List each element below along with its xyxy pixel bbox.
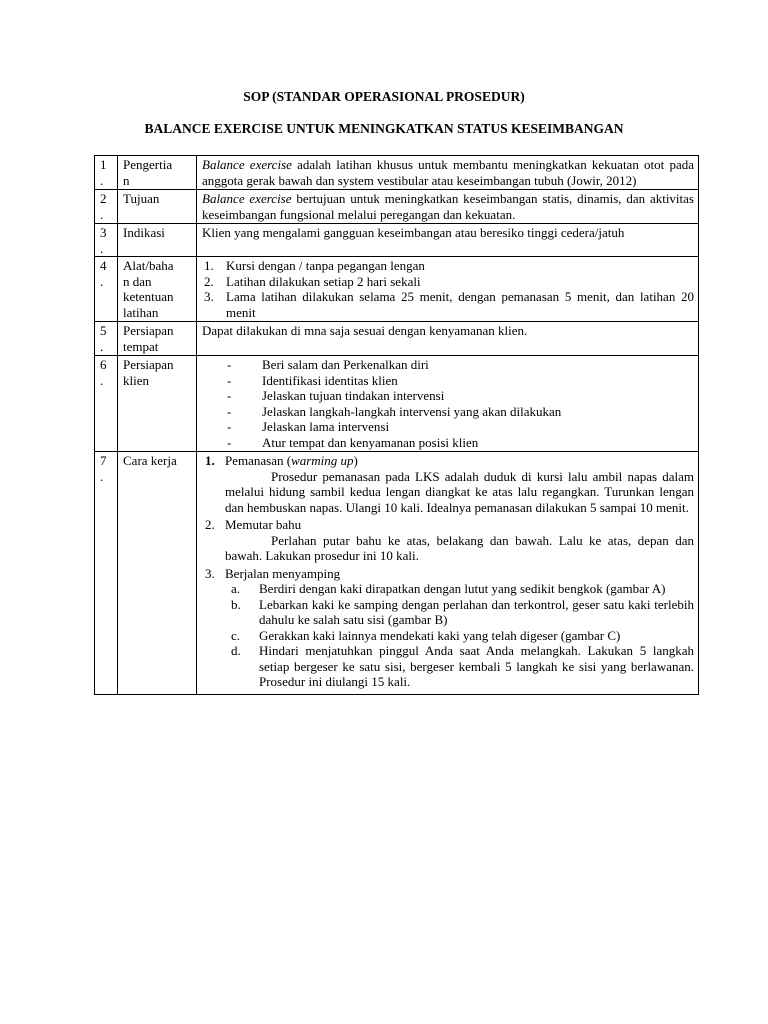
step-heading <box>202 566 694 582</box>
row-content <box>197 190 699 224</box>
sub-step <box>202 581 694 597</box>
row-number: 5 . <box>95 322 118 356</box>
document-title: SOP (STANDAR OPERASIONAL PROSEDUR) <box>243 89 525 104</box>
sub-step-text: Berdiri dengan kaki dirapatkan dengan lutut yang sedikit bengkok (gambar A) <box>259 581 666 596</box>
list-text: Beri salam dan Perkenalkan diri <box>262 357 429 372</box>
sop-table <box>94 155 699 695</box>
list-item <box>227 388 694 404</box>
row-label: Persiapan klien <box>118 356 197 452</box>
dash-bullet: - <box>227 434 232 450</box>
sub-step <box>202 643 694 690</box>
row-number: 1 . <box>95 156 118 190</box>
sub-step <box>202 628 694 644</box>
sub-step-text: Gerakkan kaki lainnya mendekati kaki yang telah digeser (gambar C) <box>259 627 621 643</box>
dash-bullet: - <box>227 388 232 403</box>
step-title-end: ) <box>353 453 358 468</box>
content-text: bertujuan untuk meningkatkan keseimbangan statis, dinamis, dan aktivitas keseimbangan fungsional melalui peregangan dan kekuatan. <box>202 191 694 222</box>
sub-step-text: Lebarkan kaki ke samping dengan perlahan dan terkontrol, geser satu kaki terlebih dahulu ke salah satu sisi (gambar B) <box>259 596 694 627</box>
step-title: Memutar bahu <box>225 517 302 532</box>
list-text: Jelaskan lama intervensi <box>262 419 390 434</box>
row-content <box>197 356 699 452</box>
row-number: 2 . <box>95 190 118 224</box>
dash-bullet: - <box>227 403 232 419</box>
table-row <box>95 156 699 190</box>
term-italic: Balance exercise <box>202 191 292 206</box>
row-label: Alat/baha n dan ketentuan latihan <box>118 257 197 322</box>
table-row <box>95 190 699 224</box>
row-number: 4 . <box>95 257 118 322</box>
list-text: Jelaskan langkah-langkah intervensi yang akan dilakukan <box>262 403 562 419</box>
row-content <box>197 257 699 322</box>
dash-bullet: - <box>227 357 232 372</box>
list-item <box>202 258 694 274</box>
step-paragraph: Perlahan putar bahu ke atas, belakang dan bawah. Lalu ke atas, depan dan bawah. Lakukan prosedur ini 10 kali. <box>225 532 694 563</box>
dash-bullet: - <box>227 372 232 388</box>
list-text: Lama latihan dilakukan selama 25 menit, dengan pemanasan 5 menit, dan latihan 20 menit <box>226 289 694 320</box>
row-number: 6 . <box>95 356 118 452</box>
row-content: Dapat dilakukan di mna saja sesuai dengan kenyamanan klien. <box>197 322 699 356</box>
sub-step-letter: b. <box>231 596 241 612</box>
sub-step-text: Hindari menjatuhkan pinggul Anda saat Anda melangkah. Lakukan 5 langkah setiap bergeser ke satu sisi, bergeser kembali 5 langkah ke sisi yang berlawanan. Prosedur ini diulangi 15 kali. <box>259 643 694 689</box>
list-item <box>227 404 694 420</box>
list-item <box>227 357 694 373</box>
list-number: 1. <box>204 258 214 273</box>
table-row <box>95 322 699 356</box>
list-number: 2. <box>204 273 214 289</box>
row-content <box>197 452 699 695</box>
list-item <box>227 435 694 451</box>
step-paragraph: Prosedur pemanasan pada LKS adalah duduk di kursi lalu ambil napas dalam melalui hidung sambil kedua lengan diangkat ke atas lalu regangkan. Turunkan lengan dan hembuskan napas. Ulangi 10 kali. Idealnya pemanasan dilakukan 5 sampai 10 menit. <box>225 468 694 515</box>
numbered-list <box>202 258 694 320</box>
document-subtitle: BALANCE EXERCISE UNTUK MENINGKATKAN STATUS KESEIMBANGAN <box>144 121 624 136</box>
dash-list <box>202 357 694 450</box>
list-text: Latihan dilakukan setiap 2 hari sekali <box>226 273 421 289</box>
row-label: Cara kerja <box>118 452 197 695</box>
sub-step-letter: a. <box>231 581 241 596</box>
row-label: Persiapan tempat <box>118 322 197 356</box>
step-heading <box>202 517 694 533</box>
list-text: Identifikasi identitas klien <box>262 372 398 388</box>
step-heading <box>202 453 694 469</box>
row-label: Tujuan <box>118 190 197 224</box>
list-item <box>227 419 694 435</box>
list-number: 3. <box>204 289 214 304</box>
dash-bullet: - <box>227 419 232 434</box>
row-content <box>197 156 699 190</box>
row-number: 3 . <box>95 224 118 257</box>
list-item <box>202 274 694 290</box>
row-number: 7 . <box>95 452 118 695</box>
list-item <box>202 289 694 320</box>
table-row <box>95 224 699 257</box>
row-label: Pengertia n <box>118 156 197 190</box>
step-number: 3. <box>205 565 215 581</box>
step-title-italic: warming up <box>291 453 354 468</box>
table-row <box>95 356 699 452</box>
content-text: adalah latihan khusus untuk membantu meningkatkan kekuatan otot pada anggota gerak bawah dan system vestibular atau keseimbangan tubuh (Jowir, 2012) <box>202 157 694 188</box>
table-row <box>95 257 699 322</box>
sub-step-letter: c. <box>231 627 241 643</box>
row-content: Klien yang mengalami gangguan keseimbangan atau beresiko tinggi cedera/jatuh <box>197 224 699 257</box>
sub-step-letter: d. <box>231 643 241 658</box>
list-text: Jelaskan tujuan tindakan intervensi <box>262 388 445 403</box>
list-item <box>227 373 694 389</box>
step-number: 2. <box>205 517 215 532</box>
list-text: Kursi dengan / tanpa pegangan lengan <box>226 258 425 273</box>
table-row <box>95 452 699 695</box>
step-title: Pemanasan ( <box>225 453 292 468</box>
sub-step <box>202 597 694 628</box>
list-text: Atur tempat dan kenyamanan posisi klien <box>262 434 479 450</box>
term-italic: Balance exercise <box>202 157 292 172</box>
row-label: Indikasi <box>118 224 197 257</box>
step-number: 1. <box>205 453 215 468</box>
step-title: Berjalan menyamping <box>225 565 341 581</box>
